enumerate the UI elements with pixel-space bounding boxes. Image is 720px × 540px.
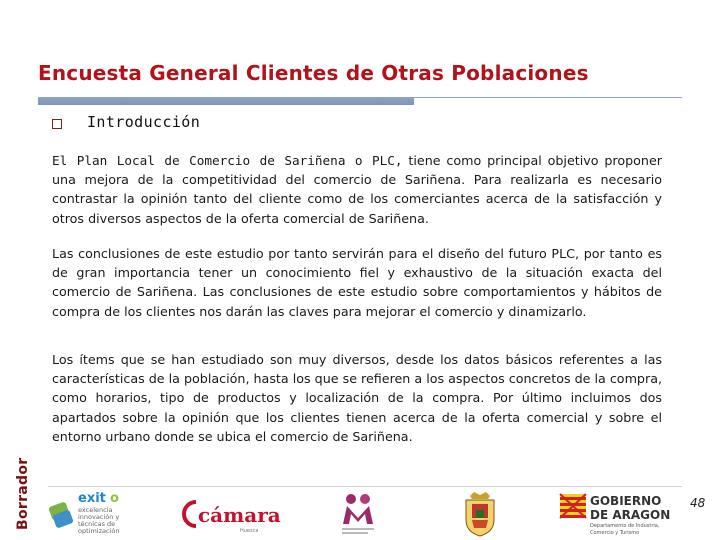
svg-text:exit: exit: [78, 491, 106, 506]
exito-tagline-2: innovación y: [78, 513, 120, 521]
aragon-dept1: Departamento de Industria,: [590, 523, 660, 529]
exito-tagline-4: optimización: [78, 527, 120, 535]
camara-sub: Huesca: [240, 528, 259, 534]
paragraph-body: tiene como principal objetivo proponer una mejora de la competitividad del comercio de Sariñena. Para realizarla es necesario contrastar la opinión tanto del cliente como de los comerciantes acerca de la satisfacción y otros diversos aspectos de la oferta comercial de Sariñena.: [52, 153, 662, 226]
section-subheading: Introducción: [87, 113, 201, 131]
paragraph-items: Los ítems que se han estudiado son muy diversos, desde los datos básicos referentes a las características de la población, hasta los que se refieren a los aspectos concretos de la compra, como horarios, tipo de productos y localización de la compra. Por último incluimos dos apartados sobre la opinión que los clientes tienen acerca de la oferta comercial y sobre el entorno urbano donde se ubica el comercio de Sariñena.: [52, 352, 663, 444]
paragraph-conclusions: Las conclusiones de este estudio por tanto servirán para el diseño del futuro PLC, por tanto es de gran importancia tener un conocimiento fiel y exhaustivo de la situación exacta del comercio de Sariñena. Las conclusiones de este estudio sobre comportamientos y hábitos de compra de los clientes nos darán las claves para mejorar el comercio y dinamizarlo.: [52, 246, 662, 319]
title-rule-thin: [414, 97, 682, 98]
title-rule-thick: [38, 97, 414, 105]
aragon-line1: GOBIERNO: [590, 494, 662, 508]
square-bullet-icon: [52, 119, 62, 129]
footer-divider: [48, 486, 682, 487]
page-number: 48: [690, 496, 706, 510]
municipal-crest-logo: [462, 490, 498, 538]
exito-tagline-1: excelencia: [78, 506, 113, 514]
aragon-dept2: Comercio y Turismo: [590, 530, 640, 536]
exito-logo: [48, 490, 134, 536]
camara-name: cámara: [198, 503, 281, 527]
paragraph-lead: El Plan Local de Comercio de Sariñena o PLC,: [52, 153, 403, 168]
svg-text:o: o: [110, 491, 119, 506]
paragraph-objective: [52, 151, 662, 228]
draft-watermark: Borrador: [15, 457, 31, 530]
aragon-line2: DE ARAGON: [590, 508, 671, 522]
asociacion-logo: [338, 492, 378, 538]
slide-title: Encuesta General Clientes de Otras Poblaciones: [38, 61, 589, 85]
exito-tagline-3: técnicas de: [78, 520, 116, 528]
gobierno-aragon-logo: [558, 490, 678, 538]
camara-logo: [178, 494, 284, 534]
